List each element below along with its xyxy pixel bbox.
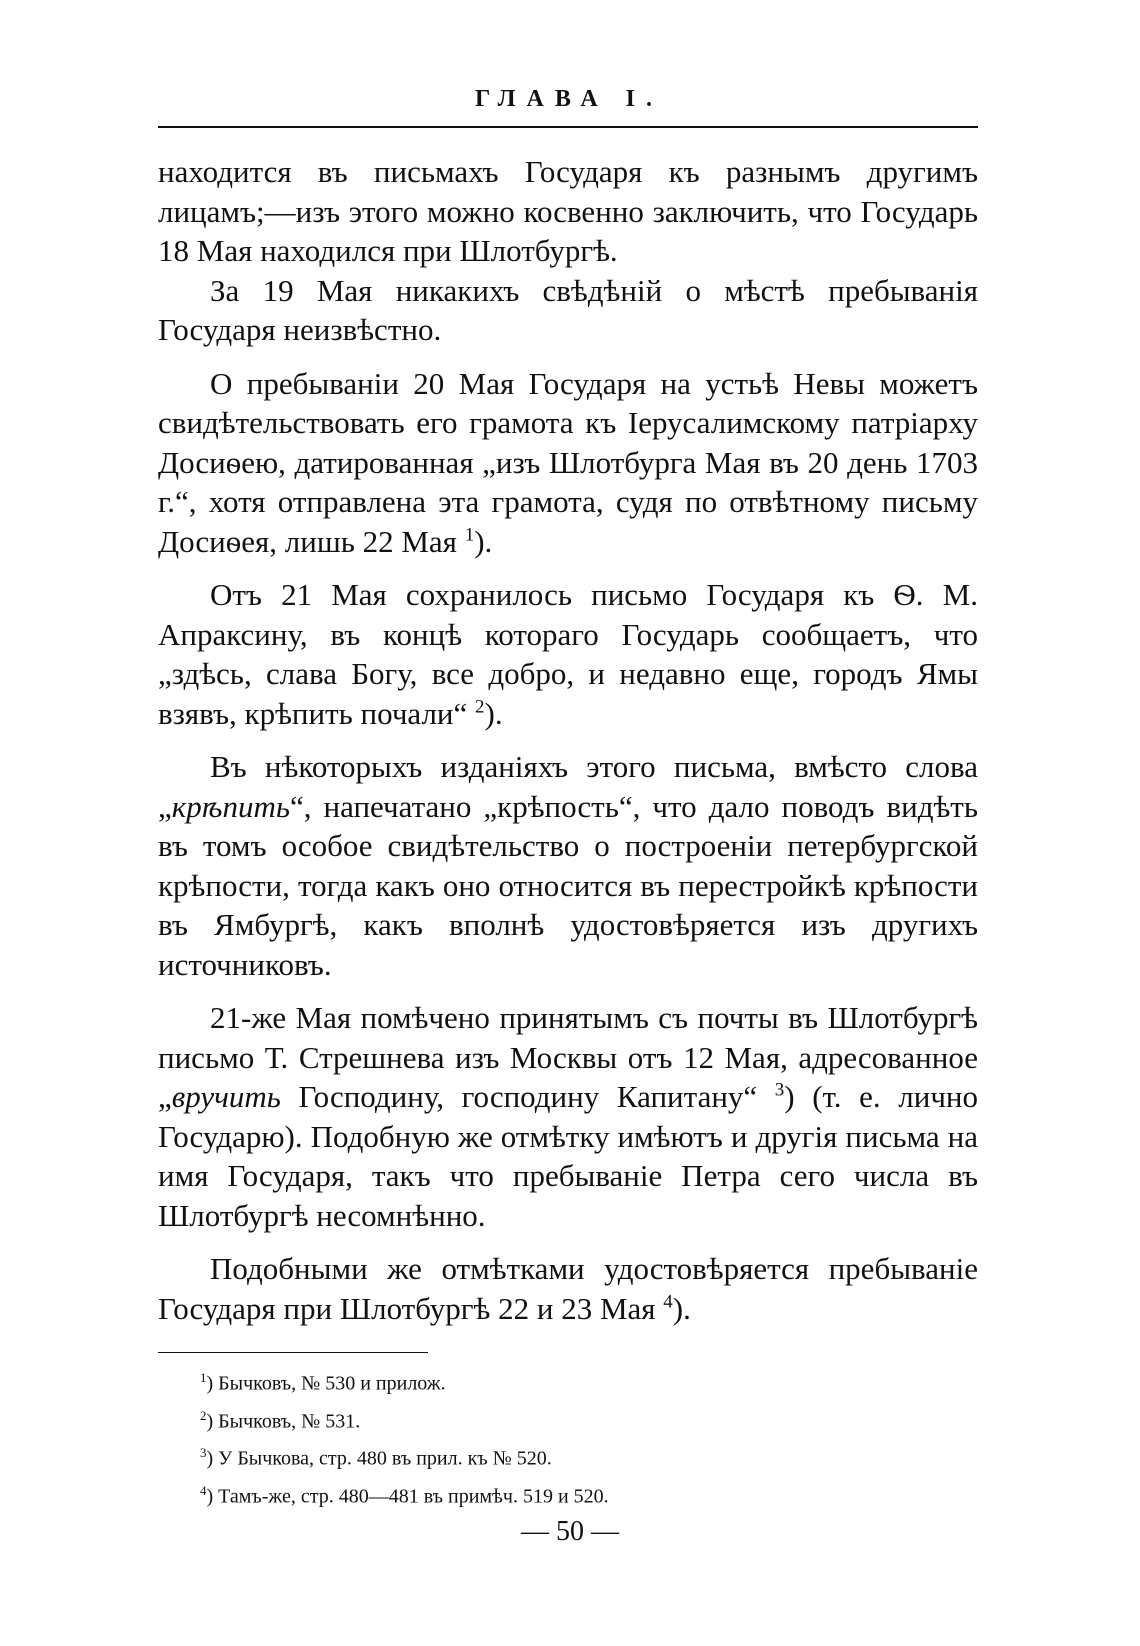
footnote-4 xyxy=(200,1475,900,1513)
paragraph-3-text: О пребываніи 20 Мая Государя на устьѣ Невы можетъ свидѣтельствовать его грамота къ Іерусалимскому патріарху Досиѳею, датированная „изъ Шлотбурга Мая въ 20 день 1703 г.“, хотя отправлена эта грамота, судя по отвѣтному письму Досиѳея, лишь 22 Мая xyxy=(158,365,978,559)
paragraph-7-end: ). xyxy=(672,1290,691,1326)
footnote-text: ) Бычковъ, № 531. xyxy=(206,1410,361,1433)
paragraph-4 xyxy=(158,575,978,733)
paragraph-4-end: ). xyxy=(484,695,503,731)
paragraph-5 xyxy=(158,747,978,984)
footnotes xyxy=(200,1362,900,1513)
footnote-ref-2[interactable]: 2 xyxy=(475,696,485,718)
paragraph-1: находится въ письмахъ Государя къ разнымъ другимъ лицамъ;—изъ этого можно косвенно заключить, что Государь 18 Мая находился при Шлотбургѣ. xyxy=(158,154,978,268)
paragraph-5-b: “, напечатано „крѣпость“, что дало поводъ видѣть въ томъ особое свидѣтельство о построеніи петербургской крѣпости, тогда какъ оно относится въ перестройкѣ крѣпости въ Ямбургѣ, какъ вполнѣ удостовѣряется изъ другихъ источниковъ. xyxy=(158,788,978,982)
footnote-ref-4[interactable]: 4 xyxy=(663,1291,673,1313)
footnote-text: ) Тамъ-же, стр. 480—481 въ примѣч. 519 и 520. xyxy=(206,1485,609,1508)
footnote-ref-1[interactable]: 1 xyxy=(464,524,475,546)
paragraph-3-end: ). xyxy=(474,523,493,559)
paragraph-7-text: Подобными же отмѣтками удостовѣряется пребываніе Государя при Шлотбургѣ 22 и 23 Мая xyxy=(158,1251,978,1326)
footnote-rule xyxy=(158,1352,428,1353)
footnote-ref-3[interactable]: 3 xyxy=(774,1079,785,1101)
paragraph-6 xyxy=(158,998,978,1235)
paragraph-6-a: 21-же Мая помѣчено принятымъ съ почты въ Шлотбургѣ письмо Т. Стрешнева изъ Москвы отъ 12 Мая, адресованное „ xyxy=(158,1000,978,1114)
paragraph-5-italic: крѣпить xyxy=(171,788,290,824)
header-rule xyxy=(158,126,978,128)
paragraph-5-a: Въ нѣкоторыхъ изданіяхъ этого письма, вмѣсто слова „ xyxy=(158,749,978,824)
footnote-text: ) Бычковъ, № 530 и прилож. xyxy=(206,1372,446,1395)
main-text xyxy=(158,152,978,1328)
footnote-mark: 3 xyxy=(200,1445,207,1461)
paragraph-3 xyxy=(158,364,978,562)
paragraph-2: За 19 Мая никакихъ свѣдѣній о мѣстѣ пребыванія Государя неизвѣстно. xyxy=(158,272,978,347)
footnote-3 xyxy=(200,1437,900,1475)
footnote-mark: 2 xyxy=(200,1407,207,1423)
footnote-mark: 4 xyxy=(200,1482,207,1498)
paragraph-6-c: ) (т. е. лично Государю). Подобную же отмѣтку имѣютъ и другія письма на имя Государя, такъ что пребываніе Петра сего числа въ Шлотбургѣ несомнѣнно. xyxy=(158,1079,978,1233)
paragraph-6-italic: вручить xyxy=(171,1079,281,1114)
page-number: — 50 — xyxy=(521,1516,619,1547)
chapter-header: ГЛАВА I. xyxy=(474,86,664,112)
footnote-1 xyxy=(200,1362,900,1400)
paragraph-7 xyxy=(158,1249,978,1328)
paragraph-4-text: Отъ 21 Мая сохранилось письмо Государя къ Ѳ. М. Апраксину, въ концѣ котораго Государь сообщаетъ, что „здѣсь, слава Богу, все добро, и недавно еще, городъ Ямы взявъ, крѣпить почали“ xyxy=(158,577,978,731)
footnote-text: ) У Бычкова, стр. 480 въ прил. къ № 520. xyxy=(206,1447,552,1470)
footnote-2 xyxy=(200,1400,900,1438)
footnote-mark: 1 xyxy=(200,1370,207,1385)
paragraph-6-b: Господину, господину Капитану“ xyxy=(280,1079,775,1114)
